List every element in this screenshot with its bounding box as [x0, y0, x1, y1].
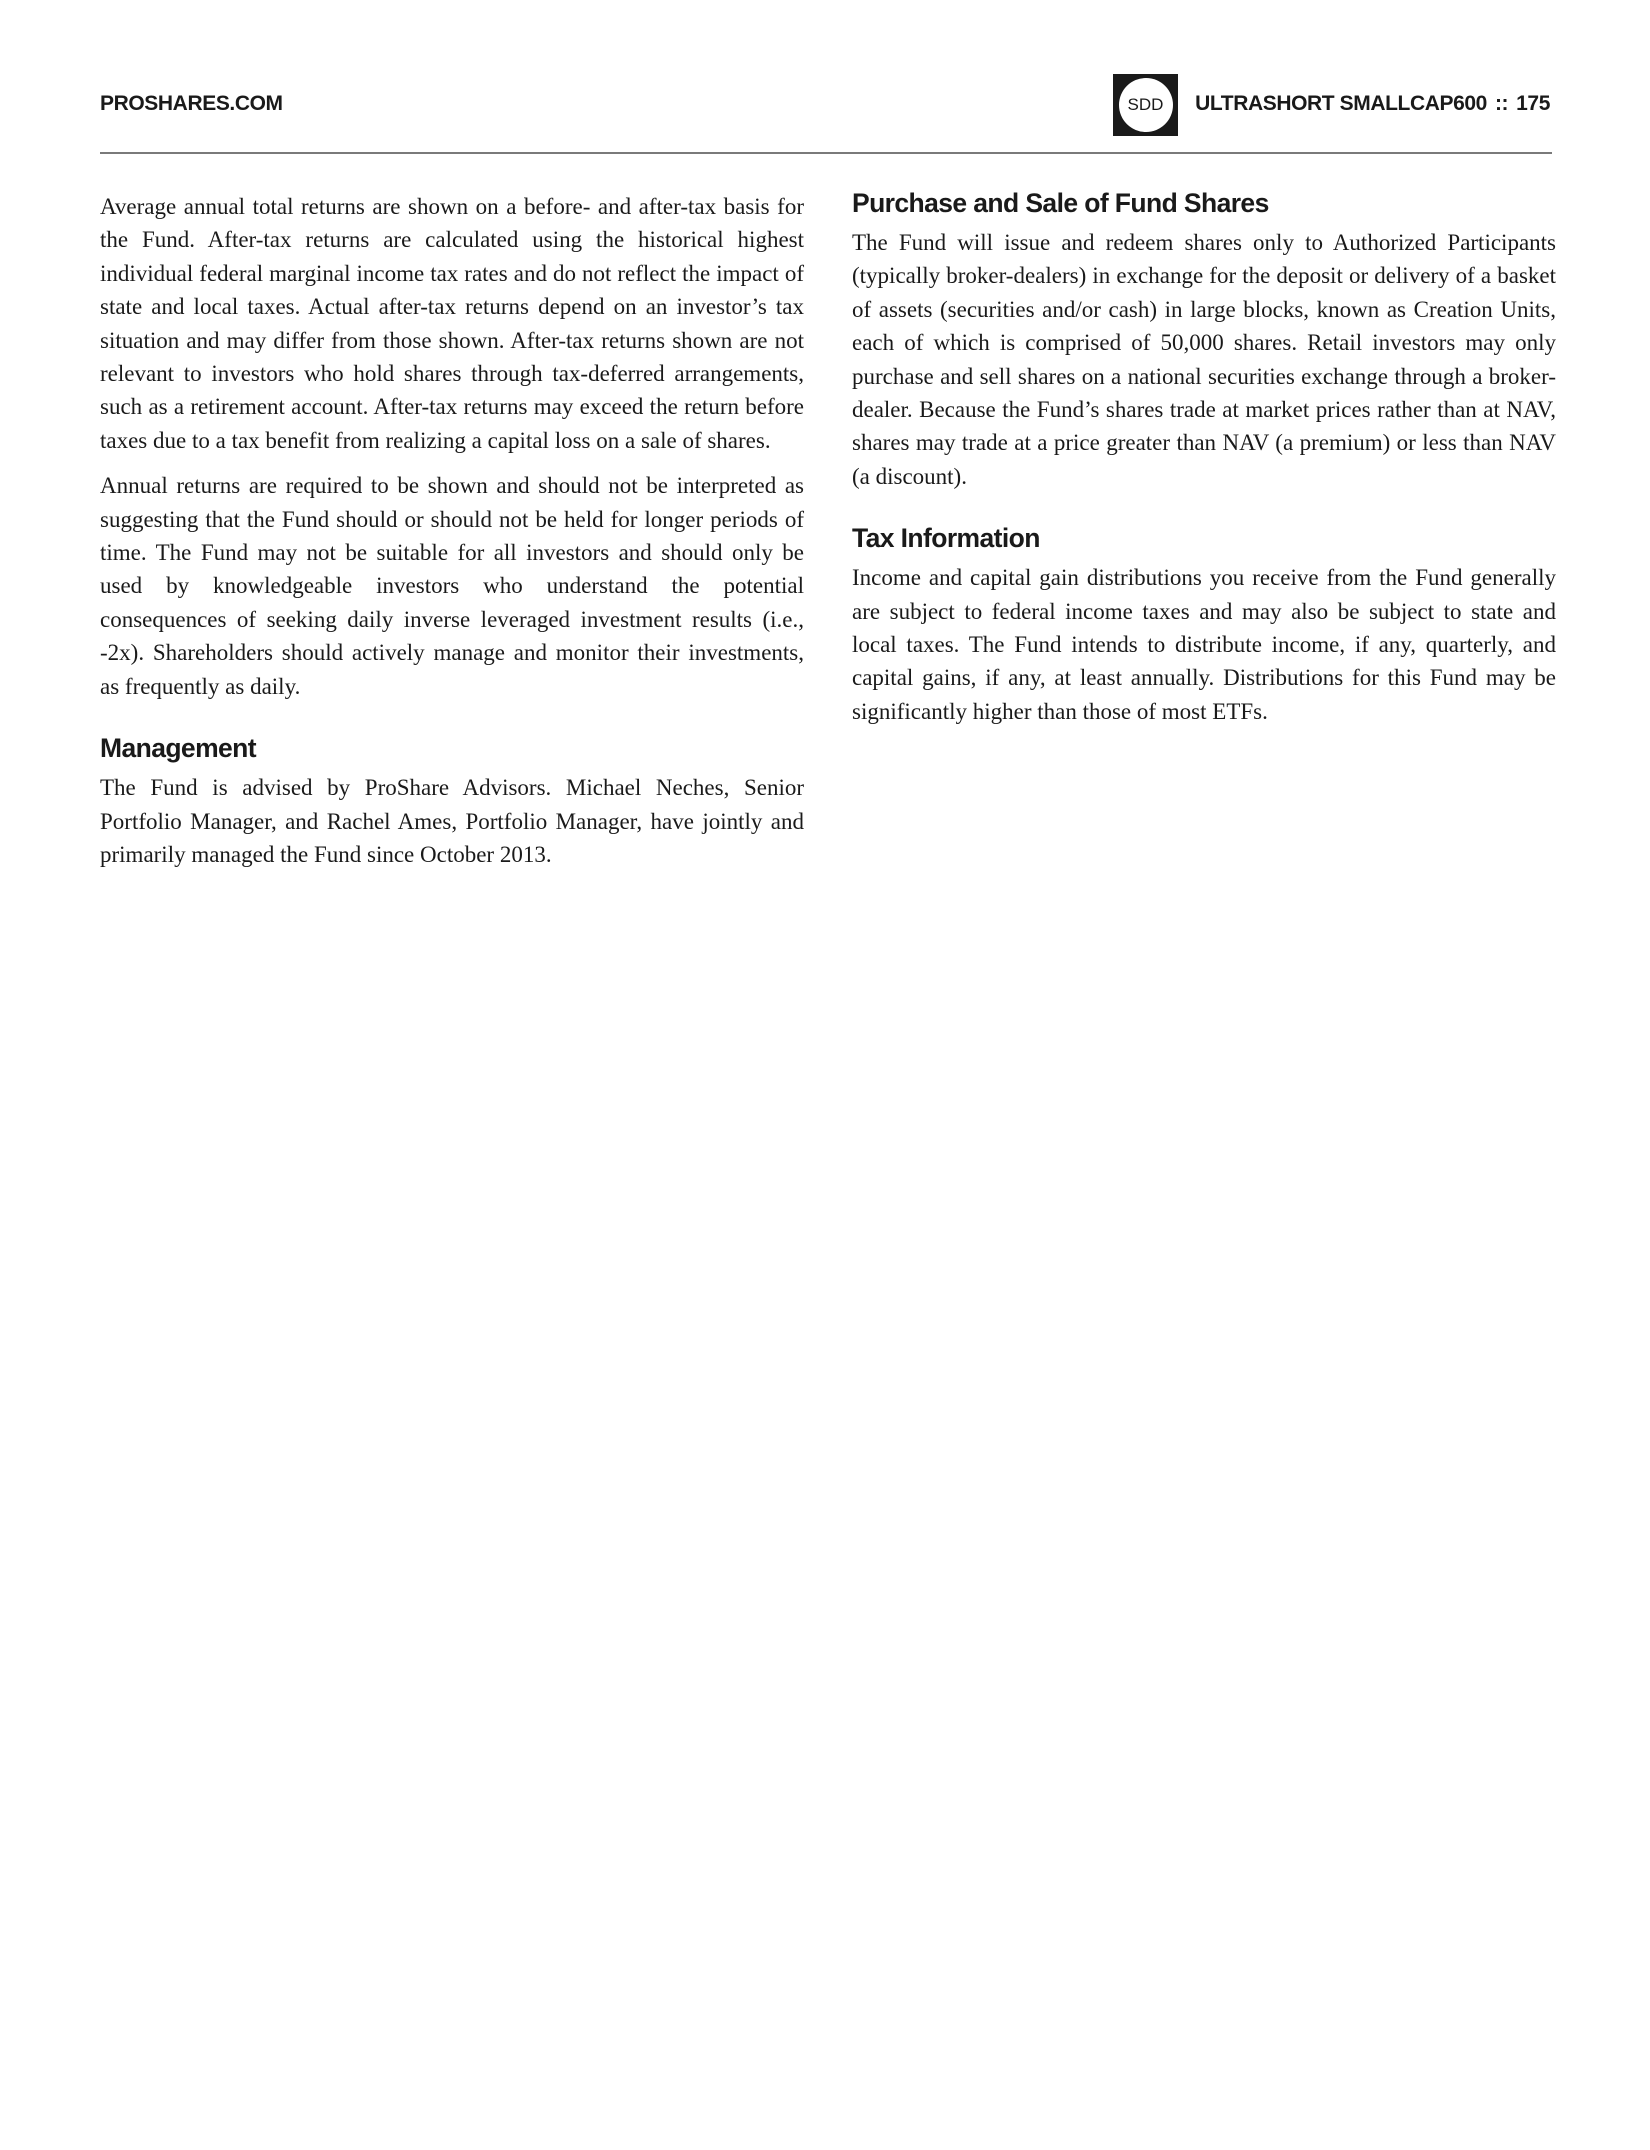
ticker-badge [1113, 74, 1178, 136]
left-column [100, 190, 804, 883]
purchase-sale-heading: Purchase and Sale of Fund Shares [852, 188, 1269, 218]
management-paragraph: The Fund is advised by ProShare Advisors. Michael Neches, Senior Portfolio Manager, and Rachel Ames, Portfolio Manager, have jointly and primarily managed the Fund since October 2013. [100, 775, 804, 867]
fund-name: ULTRASHORT SMALLCAP600 [1195, 92, 1487, 115]
tax-information-heading: Tax Information [852, 523, 1040, 554]
right-column [852, 190, 1556, 740]
returns-paragraph: Average annual total returns are shown on a before- and after-tax basis for the Fund. After-tax returns are calculated using the historical highest individual federal marginal income tax rates and do not reflect the impact of state and local taxes. Actual after-tax returns depend on an investor’s tax situation and may differ from those shown. After-tax returns shown are not relevant to investors who hold shares through tax-deferred arrangements, such as a retirement account. After-tax returns may exceed the return before taxes due to a tax benefit from realizing a capital loss on a sale of shares. [100, 194, 804, 453]
ticker-symbol: SDD [1119, 78, 1173, 132]
page-header [100, 88, 1550, 128]
site-name[interactable]: PROSHARES.COM [100, 92, 283, 115]
page-number: 175 [1516, 92, 1550, 115]
header-divider [100, 152, 1552, 154]
section-spacer [100, 715, 804, 731]
management-heading: Management [100, 733, 256, 764]
purchase-sale-paragraph: The Fund will issue and redeem shares only to Authorized Participants (typically broker-dealers) in exchange for the deposit or delivery of a basket of assets (securities and/or cash) in large blocks, known as Creation Units, each of which is comprised of 50,000 shares. Retail investors may only purchase and sell shares on a national securities exchange through a broker-dealer. Because the Fund’s shares trade at market prices rather than at NAV, shares may trade at a price greater than NAV (a premium) or less than NAV (a discount). [852, 230, 1556, 489]
tax-information-paragraph: Income and capital gain distributions you receive from the Fund generally are subject to federal income taxes and may also be subject to state and local taxes. The Fund intends to distribute income, if any, quarterly, and capital gains, if any, at least annually. Distributions for this Fund may be significantly higher than those of most ETFs. [852, 565, 1556, 724]
title-separator: :: [1494, 92, 1509, 115]
annual-returns-paragraph: Annual returns are required to be shown and should not be interpreted as suggesting that the Fund should or should not be held for longer periods of time. The Fund may not be suitable for all investors and should only be used by knowledgeable investors who understand the potential consequences of seeking daily inverse leveraged investment results (i.e., -2x). Shareholders should actively manage and monitor their investments, as frequently as daily. [100, 473, 804, 699]
section-spacer [852, 505, 1556, 521]
running-title [1195, 92, 1550, 116]
